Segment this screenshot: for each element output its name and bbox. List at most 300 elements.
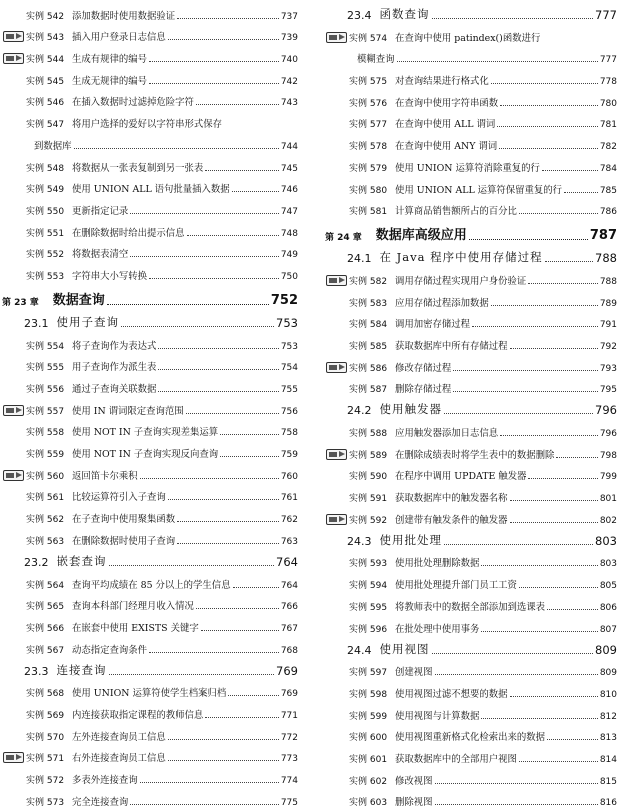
entry-title: 在查询中使用 ALL 谓词 [395,119,496,131]
entry-number: 实例 599 [349,711,388,722]
toc-entry[interactable] [2,699,298,721]
page-number: 784 [599,163,617,174]
toc-entry[interactable] [2,569,298,591]
toc-entry[interactable] [325,152,617,174]
entry-number: 实例 575 [349,77,388,88]
page-number: 810 [599,689,617,700]
entry-title: 使用视图与计算数据 [395,710,480,722]
dot-leader [444,403,593,414]
icon-slot [325,794,349,808]
page-number: 774 [280,776,298,786]
icon-slot [2,246,26,260]
dot-leader [107,294,269,305]
page-number: 806 [599,602,617,613]
icon-slot [2,577,26,591]
toc-entry[interactable] [325,569,617,591]
entry-title: 使用视图过滤不想要的数据 [395,688,508,700]
toc-entry[interactable] [325,657,617,679]
toc-entry[interactable] [325,504,617,526]
icon-slot [325,555,349,569]
dot-leader [500,95,598,106]
entry-number: 23.2 [24,555,49,569]
icon-slot [325,95,349,109]
page-number: 809 [595,642,617,657]
entry-title: 字符串大小写转换 [72,270,148,282]
toc-entry[interactable] [325,461,617,483]
dot-leader [542,160,598,171]
dot-leader [201,620,279,631]
entry-title: 使用批处理删除数据 [395,558,480,570]
page-number: 742 [280,76,298,87]
entry-title: 连接查询 [56,662,107,677]
toc-entry[interactable] [2,482,298,504]
page-number: 816 [599,798,617,808]
icon-slot [325,490,349,504]
toc-entry[interactable] [325,352,617,374]
section-heading[interactable] [2,656,298,678]
icon-slot [325,621,349,635]
toc-entry[interactable] [2,743,298,765]
section-heading[interactable] [2,308,298,330]
entry-number: 第 24 章 [325,233,362,244]
icon-slot [2,642,26,656]
page-number: 785 [599,185,617,196]
dot-leader [481,555,597,566]
page-number: 781 [599,120,617,131]
entry-title: 比较运算符引入子查询 [72,492,166,504]
dot-leader [435,794,598,805]
entry-title: 使用视图重新格式化检索出来的数据 [395,732,546,744]
toc-entry[interactable] [325,109,617,131]
entry-title: 添加数据时使用数据验证 [72,10,176,22]
entry-title: 在查询中使用 patindex()函数进行 [395,32,541,44]
toc-entry[interactable] [325,765,617,787]
toc-right-column [325,0,617,808]
entry-title: 使用 UNION ALL 运算符保留重复的行 [395,184,563,196]
icon-slot [325,73,349,87]
video-icon [2,468,26,482]
toc-entry[interactable] [325,196,617,218]
chapter-heading[interactable] [2,282,298,308]
toc-entry[interactable] [325,130,617,152]
icon-slot [325,751,349,765]
entry-number: 实例 548 [26,163,65,174]
toc-entry[interactable] [2,152,298,174]
video-camera-icon [326,514,347,525]
icon-slot [2,225,26,239]
icon-slot [2,338,26,352]
toc-entry-continuation[interactable] [325,44,617,66]
page-number: 761 [280,493,298,504]
entry-title: 在查询中使用字符串函数 [395,97,499,109]
dot-leader [564,182,598,193]
video-camera-icon [3,470,24,481]
icon-slot [2,138,26,152]
entry-title: 模糊查询 [357,54,395,66]
entry-title: 应用触发器添加日志信息 [395,428,499,439]
dot-leader [149,73,279,84]
video-icon [325,447,349,461]
dot-leader [510,338,598,349]
toc-entry[interactable] [325,613,617,635]
toc-entry[interactable] [325,700,617,722]
dot-leader [510,512,598,523]
entry-title: 函数查询 [379,7,430,21]
toc-entry[interactable] [2,721,298,743]
toc-entry[interactable] [2,260,298,282]
entry-title: 嵌套查询 [56,553,107,568]
toc-entry[interactable] [2,43,298,65]
entry-title: 在插入数据时过滤掉危险字符 [72,97,194,109]
entry-number: 实例 592 [349,515,388,526]
entry-number: 实例 590 [349,472,388,483]
dot-leader [196,598,279,609]
toc-entry[interactable] [2,87,298,109]
dot-leader [158,381,278,392]
icon-slot [2,116,26,130]
toc-entry[interactable] [2,764,298,786]
entry-title: 创建视图 [395,667,433,679]
video-camera-icon [326,275,347,286]
dot-leader [205,707,279,718]
page-number: 809 [599,668,617,679]
icon-slot [2,533,26,547]
dot-leader [547,599,598,610]
dot-leader [177,511,279,522]
icon-slot [325,686,349,700]
toc-entry[interactable] [325,65,617,87]
entry-number: 23.4 [347,9,372,22]
icon-slot [325,381,349,395]
entry-title: 用子查询作为派生表 [72,362,157,374]
dot-leader [497,116,598,127]
dot-leader [491,73,598,84]
entry-number: 实例 580 [349,185,388,196]
toc-entry[interactable] [2,634,298,656]
toc-entry[interactable] [2,612,298,634]
toc-entry[interactable] [2,438,298,460]
entry-title: 在 Java 程序中使用存储过程 [379,250,543,265]
video-camera-icon [326,362,347,373]
toc-entry[interactable] [325,174,617,196]
entry-title: 在嵌套中使用 EXISTS 关键字 [72,622,199,634]
dot-leader [444,534,593,545]
dot-leader [432,8,594,19]
page-number: 801 [599,494,617,505]
entry-title: 调用存储过程实现用户身份验证 [395,275,527,287]
section-heading[interactable] [325,635,617,657]
icon-slot [2,707,26,721]
video-icon [325,273,349,287]
entry-title: 应用存储过程添加数据 [395,297,489,309]
dot-leader [528,273,598,284]
entry-number: 实例 596 [349,624,388,635]
entry-title: 左外连接查询员工信息 [72,731,166,743]
entry-title: 插入用户登录日志信息 [72,32,166,44]
page-number: 792 [599,341,617,352]
page-number: 789 [599,298,617,309]
entry-title: 获取数据库中的全部用户视图 [395,753,517,765]
entry-number: 实例 582 [349,276,388,287]
toc-entry[interactable] [325,743,617,765]
entry-title: 动态指定查询条件 [72,644,148,656]
entry-title: 将数据从一张表复制到另一张表 [72,162,204,174]
entry-number: 实例 583 [349,298,388,309]
video-icon [2,29,26,43]
section-heading[interactable] [325,243,617,265]
toc-entry[interactable] [2,678,298,700]
icon-slot [325,316,349,330]
page-number: 739 [280,33,298,44]
toc-entry[interactable] [325,548,617,570]
page-number: 756 [280,406,298,417]
page-number: 745 [280,163,298,174]
toc-entry[interactable] [325,374,617,396]
icon-slot [325,664,349,678]
dot-leader [435,664,598,675]
entry-title: 使用批处理 [379,532,442,547]
toc-entry-continuation[interactable] [2,130,298,152]
video-icon [2,750,26,764]
video-camera-icon [3,752,24,763]
dot-leader [168,489,279,500]
page-number: 749 [280,250,298,261]
dot-leader [186,403,279,414]
entry-number: 实例 565 [26,602,65,613]
dot-leader [228,685,279,696]
toc-entry[interactable] [2,174,298,196]
dot-leader [177,8,279,19]
toc-entry[interactable] [2,195,298,217]
entry-title: 返回笛卡尔乘积 [72,470,138,482]
toc-entry[interactable] [325,439,617,461]
toc-entry[interactable] [325,417,617,439]
dot-leader [556,447,597,458]
section-heading[interactable] [325,395,617,417]
entry-number: 实例 588 [349,429,388,439]
page-number: 762 [280,515,298,526]
entry-title: 内连接获取指定课程的教师信息 [72,709,204,721]
toc-entry[interactable] [325,309,617,331]
entry-title: 在删除数据时给出提示信息 [72,227,185,239]
entry-title: 使用触发器 [379,402,442,417]
entry-number: 实例 593 [349,559,388,570]
toc-entry[interactable] [2,460,298,482]
video-icon [2,403,26,417]
toc-entry[interactable] [325,482,617,504]
entry-number: 实例 594 [349,581,388,592]
entry-number: 实例 557 [26,406,65,417]
chapter-heading[interactable] [325,217,617,243]
toc-entry[interactable] [2,591,298,613]
page-number: 753 [280,341,298,352]
page-number: 777 [595,8,617,22]
entry-number: 实例 563 [26,536,65,547]
page-number: 778 [599,77,617,88]
entry-number: 实例 553 [26,271,65,282]
entry-number: 实例 542 [26,11,65,22]
entry-number: 实例 595 [349,602,388,613]
entry-title: 在子查询中使用聚集函数 [72,514,176,526]
toc-entry[interactable] [2,217,298,239]
page-number: 752 [270,292,298,308]
dot-leader [510,686,598,697]
page-number: 815 [599,776,617,787]
toc-entry[interactable] [2,65,298,87]
page-number: 814 [599,754,617,765]
entry-number: 实例 589 [349,450,388,461]
page-number: 780 [599,98,617,109]
entry-number: 实例 567 [26,645,65,656]
dot-leader [168,750,279,761]
icon-slot [2,8,26,22]
video-icon [325,512,349,526]
page-number: 803 [599,559,617,570]
page-number: 769 [276,663,298,678]
dot-leader [140,468,279,479]
entry-title: 使用视图 [379,641,430,656]
entry-number: 实例 562 [26,515,65,526]
icon-slot [2,359,26,373]
entry-title: 将子查询作为表达式 [72,340,157,352]
toc-entry[interactable] [325,787,617,808]
toc-entry[interactable] [2,503,298,525]
toc-entry[interactable] [2,525,298,547]
entry-number: 实例 556 [26,385,65,395]
toc-entry[interactable] [2,330,298,352]
entry-number: 第 23 章 [2,297,39,308]
entry-number: 实例 600 [349,733,388,744]
section-heading[interactable] [325,526,617,548]
page-number: 777 [599,55,617,66]
page-number: 812 [599,711,617,722]
toc-entry[interactable] [325,591,617,613]
entry-number: 实例 574 [349,33,388,44]
icon-slot [325,425,349,439]
toc-entry[interactable] [325,265,617,287]
icon-slot [325,599,349,613]
entry-number: 实例 569 [26,710,65,721]
toc-entry[interactable] [2,0,298,22]
toc-entry[interactable] [325,22,617,44]
entry-title: 到数据库 [34,140,72,152]
dot-leader [397,51,598,62]
entry-number: 实例 554 [26,341,65,352]
icon-slot [2,381,26,395]
entry-title: 查询平均成绩在 85 分以上的学生信息 [72,579,231,591]
entry-number: 24.1 [347,252,372,266]
entry-title: 将用户选择的爱好以字符串形式保存 [72,119,223,131]
toc-entry[interactable] [2,108,298,130]
toc-entry[interactable] [325,722,617,744]
entry-number: 实例 578 [349,142,388,153]
toc-entry[interactable] [2,22,298,44]
entry-title: 修改视图 [395,775,433,787]
page-number: 750 [280,271,298,282]
entry-number: 实例 551 [26,228,65,239]
entry-number: 实例 602 [349,776,388,787]
entry-number: 实例 570 [26,732,65,743]
icon-slot [2,424,26,438]
dot-leader [481,621,597,632]
entry-title: 完全连接查询 [72,796,129,808]
toc-entry[interactable] [325,678,617,700]
entry-title: 计算商品销售额所占的百分比 [395,206,517,218]
entry-number: 实例 566 [26,623,65,634]
toc-entry[interactable] [2,417,298,439]
toc-entry[interactable] [325,330,617,352]
icon-slot [325,203,349,217]
toc-entry[interactable] [2,239,298,261]
icon-slot [325,468,349,482]
video-camera-icon [326,449,347,460]
dot-leader [500,425,598,436]
entry-title: 删除存储过程 [395,384,452,396]
page-number: 799 [599,472,617,483]
dot-leader [121,316,274,327]
entry-title: 在批处理中使用事务 [395,623,480,635]
entry-title: 获取数据库中的触发器名称 [395,493,508,505]
icon-slot [2,446,26,460]
toc-entry[interactable] [2,395,298,417]
toc-entry[interactable] [2,352,298,374]
toc-entry[interactable] [2,786,298,808]
entry-number: 实例 550 [26,206,65,217]
page-number: 755 [280,385,298,395]
toc-entry[interactable] [325,87,617,109]
dot-leader [196,94,279,105]
page-number: 744 [280,141,298,152]
entry-title: 查询本科部门经理月收入情况 [72,601,194,613]
page-number: 773 [280,754,298,765]
entry-title: 通过子查询关联数据 [72,384,157,395]
icon-slot [325,708,349,722]
icon-slot [2,203,26,217]
entry-number: 实例 579 [349,163,388,174]
dot-leader [528,468,597,479]
icon-slot [2,620,26,634]
page-number: 766 [280,602,298,613]
page-number: 788 [599,276,617,287]
entry-number: 实例 564 [26,580,65,591]
entry-number: 实例 546 [26,98,65,109]
dot-leader [510,490,598,501]
section-heading[interactable] [325,0,617,22]
entry-number: 实例 586 [349,363,388,374]
entry-title: 使用 IN 谓词限定查询范围 [72,405,184,417]
dot-leader [140,772,279,783]
section-heading[interactable] [2,547,298,569]
video-icon [325,360,349,374]
entry-number: 实例 597 [349,668,388,679]
entry-number: 实例 561 [26,493,65,504]
page-number: 805 [599,581,617,592]
entry-title: 右外连接查询员工信息 [72,753,166,765]
dot-leader [149,51,279,62]
entry-title: 使用 NOT IN 子查询实现反向查询 [72,449,219,461]
entry-number: 实例 558 [26,428,65,439]
dot-leader [469,229,588,240]
toc-entry[interactable] [2,373,298,395]
toc-entry[interactable] [325,287,617,309]
icon-slot [2,794,26,808]
dot-leader [499,138,598,149]
entry-number: 实例 598 [349,689,388,700]
page-number: 737 [280,11,298,22]
dot-leader [168,29,279,40]
video-camera-icon [326,32,347,43]
page-number: 768 [280,645,298,656]
